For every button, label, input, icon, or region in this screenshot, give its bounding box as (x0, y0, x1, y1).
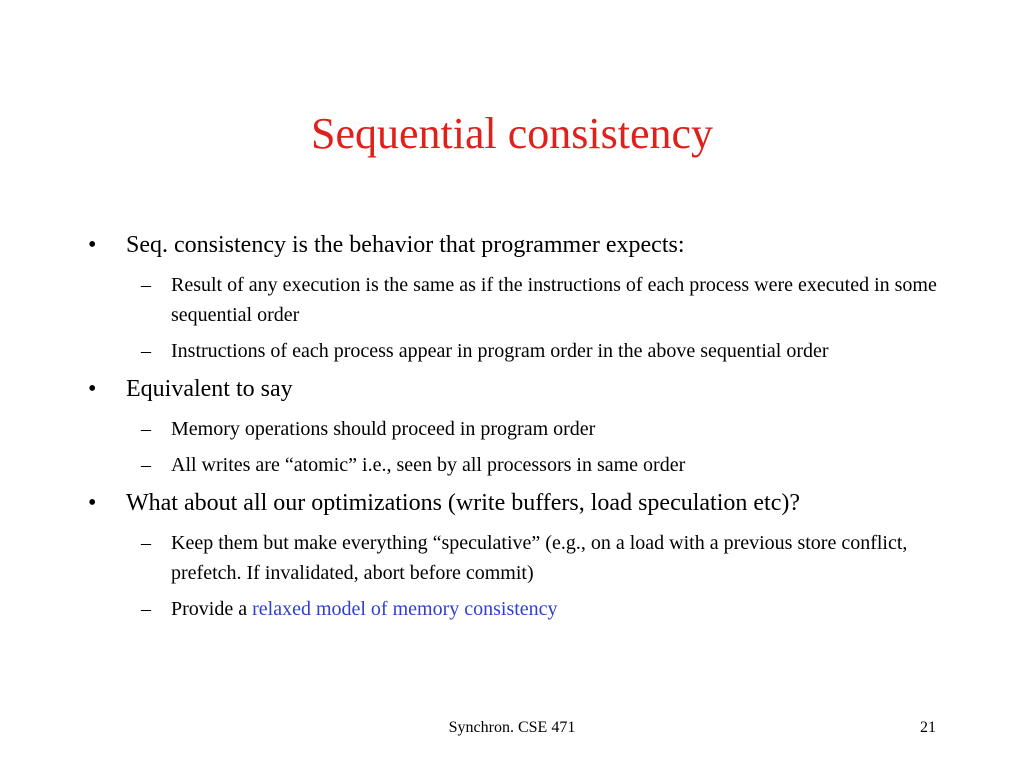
slide-title: Sequential consistency (310, 109, 713, 158)
sub-text: All writes are “atomic” i.e., seen by all processors in same order (171, 454, 686, 476)
sub-list (84, 414, 944, 480)
sub-marker: – (141, 532, 151, 554)
sub-text: Instructions of each process appear in program order in the above sequential order (171, 340, 829, 362)
bullet-item (84, 374, 944, 404)
bullet-text: What about all our optimizations (write buffers, load speculation etc)? (126, 490, 801, 516)
bullet-item (84, 488, 944, 518)
sub-marker: – (141, 274, 151, 296)
sub-list (84, 270, 944, 366)
highlighted-term: relaxed model of memory consistency (252, 598, 558, 620)
sub-item (84, 528, 944, 588)
bullet-item (84, 230, 944, 260)
bullet-marker: • (88, 490, 97, 516)
bullet-marker: • (88, 232, 97, 258)
sub-marker: – (141, 598, 151, 620)
sub-item (84, 594, 944, 624)
bullet-text: Seq. consistency is the behavior that programmer expects: (126, 232, 685, 258)
slide-content (84, 230, 944, 632)
sub-item (84, 450, 944, 480)
sub-text: Result of any execution is the same as if the instructions of each process were executed in some sequential order (171, 274, 937, 326)
sub-text: Memory operations should proceed in program order (171, 418, 596, 440)
footer-course-label: Synchron. CSE 471 (448, 719, 576, 736)
sub-item (84, 270, 944, 330)
sub-marker: – (141, 340, 151, 362)
page-number: 21 (920, 719, 936, 736)
sub-item (84, 414, 944, 444)
sub-text: Keep them but make everything “speculative” (e.g., on a load with a previous store conflict, prefetch. If invalidated, abort before commit) (171, 532, 908, 584)
bullet-marker: • (88, 376, 97, 402)
sub-marker: – (141, 454, 151, 476)
bullet-text: Equivalent to say (126, 376, 293, 402)
sub-item (84, 336, 944, 366)
sub-text-prefix: Provide a (171, 598, 253, 620)
sub-marker: – (141, 418, 151, 440)
sub-list (84, 528, 944, 624)
